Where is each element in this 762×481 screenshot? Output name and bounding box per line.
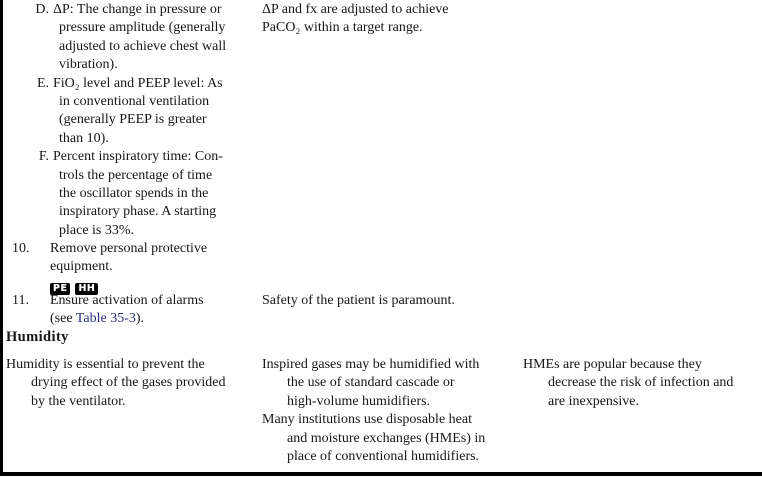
text-line: in conventional ventilation [59, 94, 210, 110]
hh-badge-icon: HH [75, 283, 98, 295]
text-line: are inexpensive. [548, 393, 639, 409]
text-line: Ensure activation of alarms [50, 293, 204, 308]
step-text [53, 148, 257, 240]
text-line: the oscillator spends in the [59, 186, 209, 202]
step-item-d [12, 1, 257, 75]
text-line: Humidity is essential to prevent the [6, 357, 205, 372]
text-line: place of conventional humidifiers. [287, 449, 480, 465]
step-item-f [12, 148, 257, 240]
text-line: Percent inspiratory time: Con- [53, 149, 223, 165]
step-label: D. [35, 2, 49, 17]
text-line: inspiratory phase. A starting [59, 204, 217, 220]
text-line: pressure amplitude (generally [59, 20, 226, 36]
step-text [53, 1, 257, 75]
text-line: Many institutions use disposable heat [262, 412, 472, 428]
table-left-border [0, 0, 3, 476]
text-line: high-volume humidifiers. [287, 393, 431, 409]
rationale-delta-p [262, 1, 512, 38]
step-label: F. [38, 149, 49, 165]
text-line: drying effect of the gases provided [31, 375, 226, 391]
table-bottom-border [0, 472, 762, 476]
text-line: FiO₂ level and PEEP level: As [53, 75, 223, 91]
table-35-3-link[interactable]: Table 35-3 [75, 311, 136, 327]
text-line: vibration). [59, 57, 118, 73]
step-item-10 [12, 240, 257, 297]
step-text [50, 240, 257, 277]
text-line: Inspired gases may be humidified with [262, 357, 480, 372]
text-line: adjusted to achieve chest wall [59, 38, 227, 54]
text-segment: ). [135, 311, 145, 327]
step-text [50, 292, 257, 329]
step-item-e [12, 75, 257, 149]
step-label: 10. [12, 241, 30, 256]
text-line: the use of standard cascade or [287, 375, 455, 391]
text-line: by the ventilator. [31, 393, 126, 409]
step-text [53, 75, 257, 149]
step-label: 11. [12, 293, 29, 308]
text-line: HMEs are popular because they [523, 357, 702, 372]
text-line: place is 33%. [59, 222, 135, 238]
text-line: (generally PEEP is greater [59, 112, 207, 128]
rationale-safety: Safety of the patient is paramount. [262, 293, 455, 308]
text-line [50, 310, 257, 328]
text-line: and moisture exchanges (HMEs) in [287, 430, 486, 446]
text-line: Remove personal protective [50, 241, 208, 256]
section-heading-humidity: Humidity [6, 329, 69, 345]
step-11-row [12, 292, 257, 329]
humidity-steps-paragraph [6, 356, 258, 411]
text-line: than 10). [59, 130, 109, 146]
text-segment: (see [50, 311, 76, 327]
text-line: ΔP and fx are adjusted to achieve [262, 2, 449, 17]
step-label: E. [36, 75, 49, 91]
text-line: trols the percentage of time [59, 167, 213, 183]
text-line: PaCO₂ within a target range. [262, 20, 423, 36]
steps-column-lettered-items [12, 1, 257, 240]
step-item-11 [12, 292, 257, 329]
text-line: equipment. [50, 259, 113, 275]
text-line: ΔP: The change in pressure or [53, 2, 222, 17]
humidity-rationale-paragraph [262, 356, 518, 466]
text-line: decrease the risk of infection and [548, 375, 734, 391]
humidity-considerations-paragraph [523, 356, 761, 411]
pe-badge-icon: PE [50, 283, 70, 295]
step-10-row [12, 240, 257, 277]
